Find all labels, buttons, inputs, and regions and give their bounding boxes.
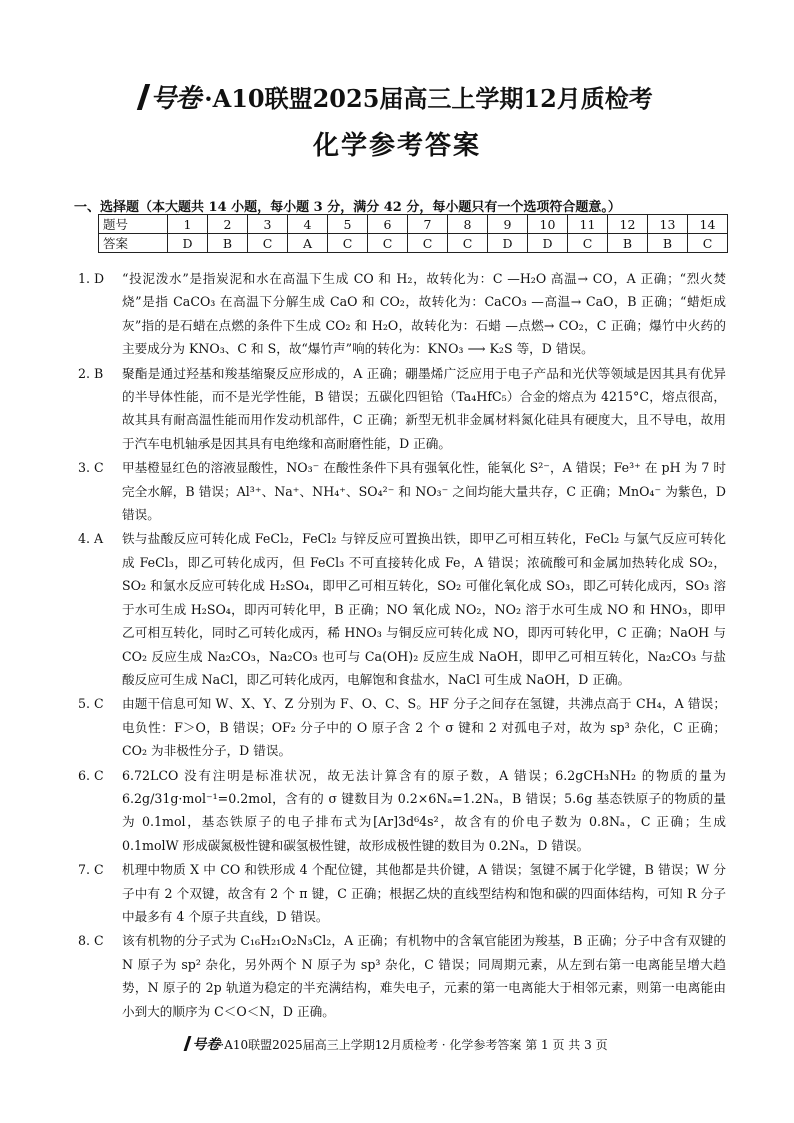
answer-table-row-label: 答案 — [99, 234, 168, 253]
answer-cell: B — [208, 234, 248, 253]
answer-table-number-row — [99, 215, 728, 234]
item-number: 4. A — [78, 531, 104, 547]
item-explanation: 铁与盐酸反应可转化成 FeCl₂，FeCl₂ 与锌反应可置换出铁，即甲乙可相互转化，FeCl₂ 与氯气反应可转化成 FeCl₃，即乙可转化成丙，但 FeCl₃ 不可直接转化成 Fe，A 错误；浓硫酸可和金属加热转化成 SO₂，SO₂ 和氯水反应可转化成 H₂SO₄，即甲乙可相互转化，SO₂ 可催化氧化成 SO₃，即乙可转化成丙，SO₃ 溶于水可生成 H₂SO₄，即丙可转化甲，B 正确；NO 氧化成 NO₂，NO₂ 溶于水可生成 NO 和 HNO₃，即甲乙可相互转化，同时乙可转化成丙，稀 HNO₃ 与铜反应可转化成 NO，即丙可转化甲，C 正确；NaOH 与 CO₂ 反应生成 Na₂CO₃，Na₂CO₃ 也可与 Ca(OH)₂ 反应生成 NaOH，即甲乙可相互转化，Na₂CO₃ 与盐酸反应可生成 NaCl，即乙可转化成丙，电解饱和食盐水，NaCl 可生成 NaOH，D 正确。 — [122, 531, 726, 687]
question-number-cell: 2 — [208, 215, 248, 234]
explanation-list — [78, 267, 726, 1024]
answer-cell: B — [648, 234, 688, 253]
answer-cell: C — [368, 234, 408, 253]
brand-logo-mark-icon — [137, 84, 150, 110]
item-explanation: 该有机物的分子式为 C₁₆H₂₁O₂N₃Cl₂，A 正确；有机物中的含氧官能团为羧基，B 正确；分子中含有双键的 N 原子为 sp² 杂化，另外两个 N 原子为 sp³ 杂化，C 错误；同周期元素，从左到右第一电离能呈增大趋势，N 原子的 2p 轨道为稳定的半充满结构，难失电子，元素的第一电离能大于相邻元素，则第一电离能由小到大的顺序为 C＜O＜N，D 正确。 — [122, 933, 726, 1019]
question-number-cell: 12 — [608, 215, 648, 234]
answer-cell: C — [568, 234, 608, 253]
explanation-item — [78, 764, 726, 858]
item-explanation: 甲基橙显红色的溶液显酸性，NO₃⁻ 在酸性条件下具有强氧化性，能氧化 S²⁻，A 错误；Fe³⁺ 在 pH 为 7 时完全水解，B 错误；Al³⁺、Na⁺、NH₄⁺、SO₄²⁻ 和 NO₃⁻ 之间均能大量共存，C 正确；MnO₄⁻ 为紫色，D 错误。 — [122, 460, 726, 523]
question-number-cell: 5 — [328, 215, 368, 234]
question-number-cell: 9 — [488, 215, 528, 234]
question-number-cell: 13 — [648, 215, 688, 234]
item-number: 6. C — [78, 767, 104, 783]
question-number-cell: 6 — [368, 215, 408, 234]
page-footer — [0, 1034, 794, 1054]
item-explanation: 由题干信息可知 W、X、Y、Z 分别为 F、O、C、S。HF 分子之间存在氢键，共沸点高于 CH₄，A 错误；电负性：F＞O，B 错误；OF₂ 分子中的 O 原子含 2 个 σ 键和 2 对孤电子对，故为 sp³ 杂化，C 正确；CO₂ 为非极性分子，D 错误。 — [122, 696, 726, 759]
brand-logo — [141, 78, 200, 115]
exam-title: ·A10联盟2025届高三上学期12月质检考 — [204, 84, 653, 113]
explanation-item — [78, 929, 726, 1023]
section-title: 一、选择题（本大题共 14 小题，每小题 3 分，满分 42 分，每小题只有一个选项符合题意。） — [74, 200, 621, 215]
answer-table-answer-row — [99, 234, 728, 253]
footer-logo-mark-icon — [184, 1036, 192, 1051]
answer-cell: C — [328, 234, 368, 253]
item-number: 5. C — [78, 696, 104, 712]
answer-cell: C — [448, 234, 488, 253]
footer-logo-text: 号卷 — [192, 1037, 221, 1053]
answer-cell: D — [488, 234, 528, 253]
answer-cell: D — [168, 234, 208, 253]
question-number-cell: 1 — [168, 215, 208, 234]
explanation-item — [78, 692, 726, 762]
item-number: 8. C — [78, 933, 104, 949]
question-number-cell: 3 — [248, 215, 288, 234]
question-number-cell: 14 — [688, 215, 728, 234]
answer-cell: D — [528, 234, 568, 253]
explanation-item — [78, 527, 726, 691]
item-number: 3. C — [78, 460, 104, 476]
footer-text: ·A10联盟2025届高三上学期12月质检考 · 化学参考答案 第 1 页 共 3 页 — [220, 1038, 608, 1052]
answer-cell: A — [288, 234, 328, 253]
question-number-cell: 7 — [408, 215, 448, 234]
explanation-item — [78, 858, 726, 928]
item-explanation: 机理中物质 X 中 CO 和铁形成 4 个配位键，其他都是共价键，A 错误；氢键不属于化学键，B 错误；W 分子中有 2 个双键，故含有 2 个 π 键，C 正确；根据乙炔的直线型结构和饱和碳的四面体结构，可知 R 分子中最多有 4 个原子共直线，D 错误。 — [122, 862, 726, 924]
question-number-cell: 8 — [448, 215, 488, 234]
answer-cell: B — [608, 234, 648, 253]
explanation-item — [78, 456, 726, 526]
answer-cell: C — [248, 234, 288, 253]
item-explanation: 6.72LCO 没有注明是标准状况，故无法计算含有的原子数，A 错误；6.2gCH₃NH₂ 的物质的量为 6.2g/31g·mol⁻¹=0.2mol，含有的 σ 键数目为 0.2×6Nₐ=1.2Nₐ，B 错误；5.6g 基态铁原子的物质的量为 0.1mol，基态铁原子的电子排布式为[Ar]3d⁶4s²，故含有的价电子数为 0.8Nₐ，C 正确；生成 0.1molW 形成碳氮极性键和碳氢极性键，故形成极性键的数目为 0.2Nₐ，D 错误。 — [122, 767, 726, 853]
item-explanation: “投泥泼水”是指炭泥和水在高温下生成 CO 和 H₂，故转化为：C —H₂O 高温→ CO，A 正确；“烈火焚烧”是指 CaCO₃ 在高温下分解生成 CaO 和 CO₂，故转化为：CaCO₃ —高温→ CaO，B 正确；“蜡炬成灰”指的是石蜡在点燃的条件下生成 CO₂ 和 H₂O，故转化为：石蜡 —点燃→ CO₂，C 正确；爆竹中火药的主要成分为 KNO₃、C 和 S，故“爆竹声”响的转化为：KNO₃ ⟶ K₂S 等，D 错误。 — [122, 271, 726, 357]
header-title-line — [141, 78, 653, 115]
question-number-cell: 4 — [288, 215, 328, 234]
explanation-item — [78, 362, 726, 456]
item-number: 2. B — [78, 365, 104, 381]
answer-cell: C — [408, 234, 448, 253]
item-explanation: 聚酯是通过羟基和羧基缩聚反应形成的，A 正确；硼墨烯广泛应用于电子产品和光伏等领域是因其具有优异的半导体性能，而不是光学性能，B 错误；五碳化四钽铪（Ta₄HfC₅）合金的熔点为 4215°C，熔点很高，故其具有耐高温性能而用作发动机部件，C 正确；新型无机非金属材料氮化硅具有硬度大，且不导电，故用于汽车电机轴承是因其具有电绝缘和高耐磨性能，D 正确。 — [122, 365, 726, 451]
item-number: 1. D — [78, 271, 105, 286]
brand-logo-text: 号卷 — [150, 84, 201, 114]
question-number-cell: 11 — [568, 215, 608, 234]
footer-logo — [186, 1037, 220, 1053]
answer-table-row-label: 题号 — [99, 215, 168, 234]
answer-table — [98, 214, 728, 253]
item-number: 7. C — [78, 862, 104, 878]
header — [0, 78, 794, 162]
explanation-item — [78, 267, 726, 361]
question-number-cell: 10 — [528, 215, 568, 234]
answer-cell: C — [688, 234, 728, 253]
page-subtitle: 化学参考答案 — [312, 131, 481, 161]
